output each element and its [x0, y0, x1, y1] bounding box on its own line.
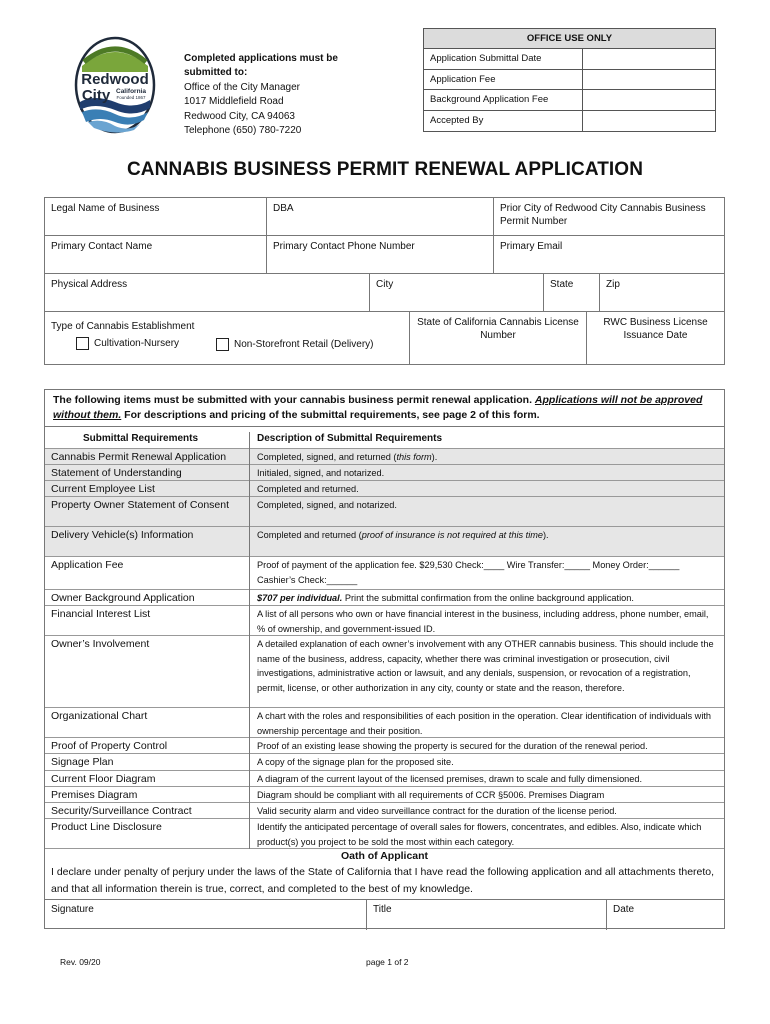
requirement-description-text: Diagram should be compliant with all requirements of CCR §5006. Premises Diagram [257, 790, 605, 800]
contact-phone-field[interactable] [267, 236, 494, 274]
submit-office: Office of the City Manager [184, 81, 300, 93]
requirement-description [257, 528, 719, 543]
requirement-row [45, 803, 724, 819]
requirement-description [257, 739, 719, 754]
requirement-row [45, 819, 724, 849]
city-label: City [376, 279, 394, 290]
requirement-description-text: Proof of an existing lease showing the property is secured for the duration of the renewal period. [257, 741, 648, 751]
page-title: CANNABIS BUSINESS PERMIT RENEWAL APPLICATION [126, 159, 644, 180]
dba-field[interactable] [267, 198, 494, 236]
requirement-description-end: ). [543, 530, 549, 540]
dba-label: DBA [273, 203, 294, 214]
title-field[interactable] [367, 900, 607, 930]
requirement-description-text: Initialed, signed, and notarized. [257, 468, 385, 478]
contact-phone-label: Primary Contact Phone Number [273, 241, 415, 252]
requirement-name: Security/Surveillance Contract [51, 805, 192, 817]
requirement-description [257, 820, 719, 849]
requirement-row [45, 754, 724, 771]
office-use-label: Background Application Fee [424, 90, 583, 110]
requirement-description-italic: this form [396, 452, 432, 462]
intro-text-1: The following items must be submitted with your cannabis business permit renewal application. [53, 394, 535, 406]
requirement-description-text: Completed and returned ( [257, 530, 362, 540]
title-label: Title [373, 904, 392, 915]
office-use-field[interactable] [583, 111, 715, 132]
requirement-name: Statement of Understanding [51, 467, 182, 479]
requirement-name: Current Employee List [51, 483, 155, 495]
requirement-description-italic: proof of insurance is not required at this time [361, 530, 543, 540]
requirement-name: Signage Plan [51, 756, 114, 768]
oath-text: I declare under penalty of perjury under the laws of the State of California that I have read the following application and all attachments thereto, and that all information therein is true, correct, and completed to the best of my knowledge. [51, 866, 715, 895]
office-use-label: Application Fee [424, 70, 583, 90]
requirement-description [257, 482, 719, 497]
requirement-description [257, 607, 719, 636]
requirement-name: Cannabis Permit Renewal Application [51, 451, 227, 463]
office-use-label: Application Submittal Date [424, 49, 583, 69]
requirement-row [45, 557, 724, 590]
requirement-description-end: ). [431, 452, 438, 462]
submit-street: 1017 Middlefield Road [184, 96, 284, 108]
requirement-row [45, 738, 724, 754]
requirement-row [45, 465, 724, 481]
signature-label: Signature [51, 904, 94, 915]
column-divider [249, 432, 250, 849]
requirement-description-text: A chart with the roles and responsibilities of each position in the operation. Clear identification of individuals with ownership percentage and their position. [257, 711, 712, 736]
requirement-fee-emphasis: $707 per individual. [257, 593, 343, 603]
rwc-license-label: RWC Business License Issuance Date [603, 317, 708, 341]
option-cultivation[interactable] [76, 337, 179, 351]
requirement-description-text: A copy of the signage plan for the proposed site. [257, 757, 454, 767]
contact-name-label: Primary Contact Name [51, 241, 153, 252]
requirement-row [45, 449, 724, 465]
office-use-field[interactable] [583, 90, 715, 110]
option-cultivation-label: Cultivation-Nursery [94, 338, 180, 350]
zip-label: Zip [606, 279, 620, 290]
column-header-description: Description of Submittal Requirements [257, 433, 443, 444]
revision-label: Rev. 09/20 [60, 957, 101, 967]
requirement-description-text: Proof of payment of the application fee. $29,530 Check:____ Wire Transfer:_____ Money Order:______ Cashier’s Check:______ [257, 560, 680, 585]
requirement-row [45, 481, 724, 497]
requirement-name: Owner Background Application [51, 592, 195, 604]
intro-emphasis: Applications will not be approved without them. [53, 394, 703, 421]
requirements-table [44, 389, 725, 929]
state-field[interactable] [544, 274, 600, 312]
state-label: State [550, 279, 574, 290]
legal-name-field[interactable] [45, 198, 267, 236]
city-field[interactable] [370, 274, 544, 312]
business-info-grid [44, 197, 725, 365]
option-delivery-label: Non-Storefront Retail (Delivery) [234, 339, 374, 351]
page-number: page 1 of 2 [366, 957, 409, 967]
requirements-intro [45, 390, 724, 427]
submission-address [184, 52, 338, 138]
requirement-name: Owner’s Involvement [51, 638, 150, 650]
requirement-description-text: A diagram of the current layout of the licensed premises, drawn to scale and fully dimensioned. [257, 774, 643, 784]
requirement-row [45, 590, 724, 606]
date-label: Date [613, 904, 635, 915]
requirement-description-text: Identify the anticipated percentage of overall sales for flowers, concentrates, and edibles. Also, indicate which product(s) you project to be sold the most within each category. [257, 822, 702, 847]
state-license-field[interactable] [410, 312, 587, 364]
submit-heading-1: Completed applications must be [184, 53, 338, 64]
requirement-name: Financial Interest List [51, 608, 151, 620]
signature-field[interactable] [45, 900, 367, 930]
checkbox-cultivation[interactable] [76, 337, 89, 350]
column-header-requirements: Submittal Requirements [83, 433, 199, 444]
office-use-label: Accepted By [424, 111, 583, 132]
requirement-description [257, 804, 719, 819]
requirement-description [257, 498, 719, 513]
state-license-label: State of California Cannabis License Number [417, 317, 579, 341]
requirement-description [257, 450, 719, 465]
requirement-name: Product Line Disclosure [51, 821, 162, 833]
requirement-description-text: A detailed explanation of each owner’s involvement with any OTHER cannabis business. This should include the name of the business, address, capacity, whether there was criminal investigation or prosecution, civil investigations, administrative action or lawsuit, and any denials, suspension, or revocation of a registration, permit, license, or other authorization in any city, county or state and the reason, therefore. [257, 639, 714, 693]
requirement-row [45, 497, 724, 527]
logo-founded: Founded 1867 [116, 95, 146, 100]
requirement-description-text: Print the submittal confirmation from the online background application. [342, 593, 634, 603]
email-label: Primary Email [500, 241, 563, 252]
office-use-table [423, 28, 716, 132]
requirement-name: Delivery Vehicle(s) Information [51, 529, 194, 541]
requirement-description-text: Completed, signed, and returned ( [257, 452, 397, 462]
requirement-description-text: Completed and returned. [257, 484, 359, 494]
contact-name-field[interactable] [45, 236, 267, 274]
submit-heading-2: submitted to: [184, 67, 248, 79]
requirement-row [45, 606, 724, 636]
requirement-name: Premises Diagram [51, 789, 138, 801]
zip-field[interactable] [600, 274, 724, 312]
office-use-field[interactable] [583, 49, 715, 69]
email-field[interactable] [494, 236, 724, 274]
requirement-description [257, 558, 719, 587]
signature-row [45, 899, 724, 930]
redwood-city-logo [74, 36, 156, 134]
option-delivery[interactable] [216, 338, 374, 352]
address-field[interactable] [45, 274, 370, 312]
requirement-description [257, 755, 719, 770]
requirement-name: Application Fee [51, 559, 124, 571]
logo-line2: City [81, 87, 111, 104]
prior-permit-label: Prior City of Redwood City Cannabis Business Permit Number [500, 203, 706, 227]
requirement-name: Current Floor Diagram [51, 773, 156, 785]
requirement-description [257, 637, 719, 695]
requirement-description [257, 788, 719, 803]
office-use-field[interactable] [583, 70, 715, 90]
requirement-description-text: Completed, signed, and notarized. [257, 500, 397, 510]
requirement-description [257, 709, 719, 738]
requirement-name: Proof of Property Control [51, 740, 168, 752]
address-label: Physical Address [51, 279, 128, 290]
date-field[interactable] [607, 900, 724, 930]
requirement-description [257, 466, 719, 481]
oath-title: Oath of Applicant [340, 850, 429, 862]
submit-city: Redwood City, CA 94063 [184, 110, 295, 122]
submit-phone: Telephone (650) 780-7220 [184, 125, 302, 137]
requirement-row [45, 771, 724, 787]
requirement-name: Organizational Chart [51, 710, 148, 722]
requirement-row [45, 708, 724, 738]
legal-name-label: Legal Name of Business [51, 203, 160, 214]
logo-state: California [116, 88, 146, 95]
requirement-description [257, 772, 719, 787]
requirement-row [45, 787, 724, 803]
requirement-row [45, 636, 724, 708]
requirement-description-text: A list of all persons who own or have financial interest in the business, including address, phone number, email, % of ownership, and government-issued ID. [257, 609, 709, 634]
requirement-row [45, 527, 724, 557]
requirement-name: Property Owner Statement of Consent [51, 499, 230, 511]
requirement-description-text: Valid security alarm and video surveillance contract for the duration of the license period. [257, 806, 617, 816]
intro-text-2: For descriptions and pricing of the submittal requirements, see page 2 of this form. [121, 409, 540, 421]
establishment-type-label: Type of Cannabis Establishment [51, 321, 195, 332]
checkbox-delivery[interactable] [216, 338, 229, 351]
requirement-description [257, 591, 719, 606]
logo-line1: Redwood [81, 71, 149, 88]
office-use-title: OFFICE USE ONLY [424, 29, 715, 49]
prior-permit-field[interactable] [494, 198, 724, 236]
rwc-license-field[interactable] [587, 312, 724, 364]
